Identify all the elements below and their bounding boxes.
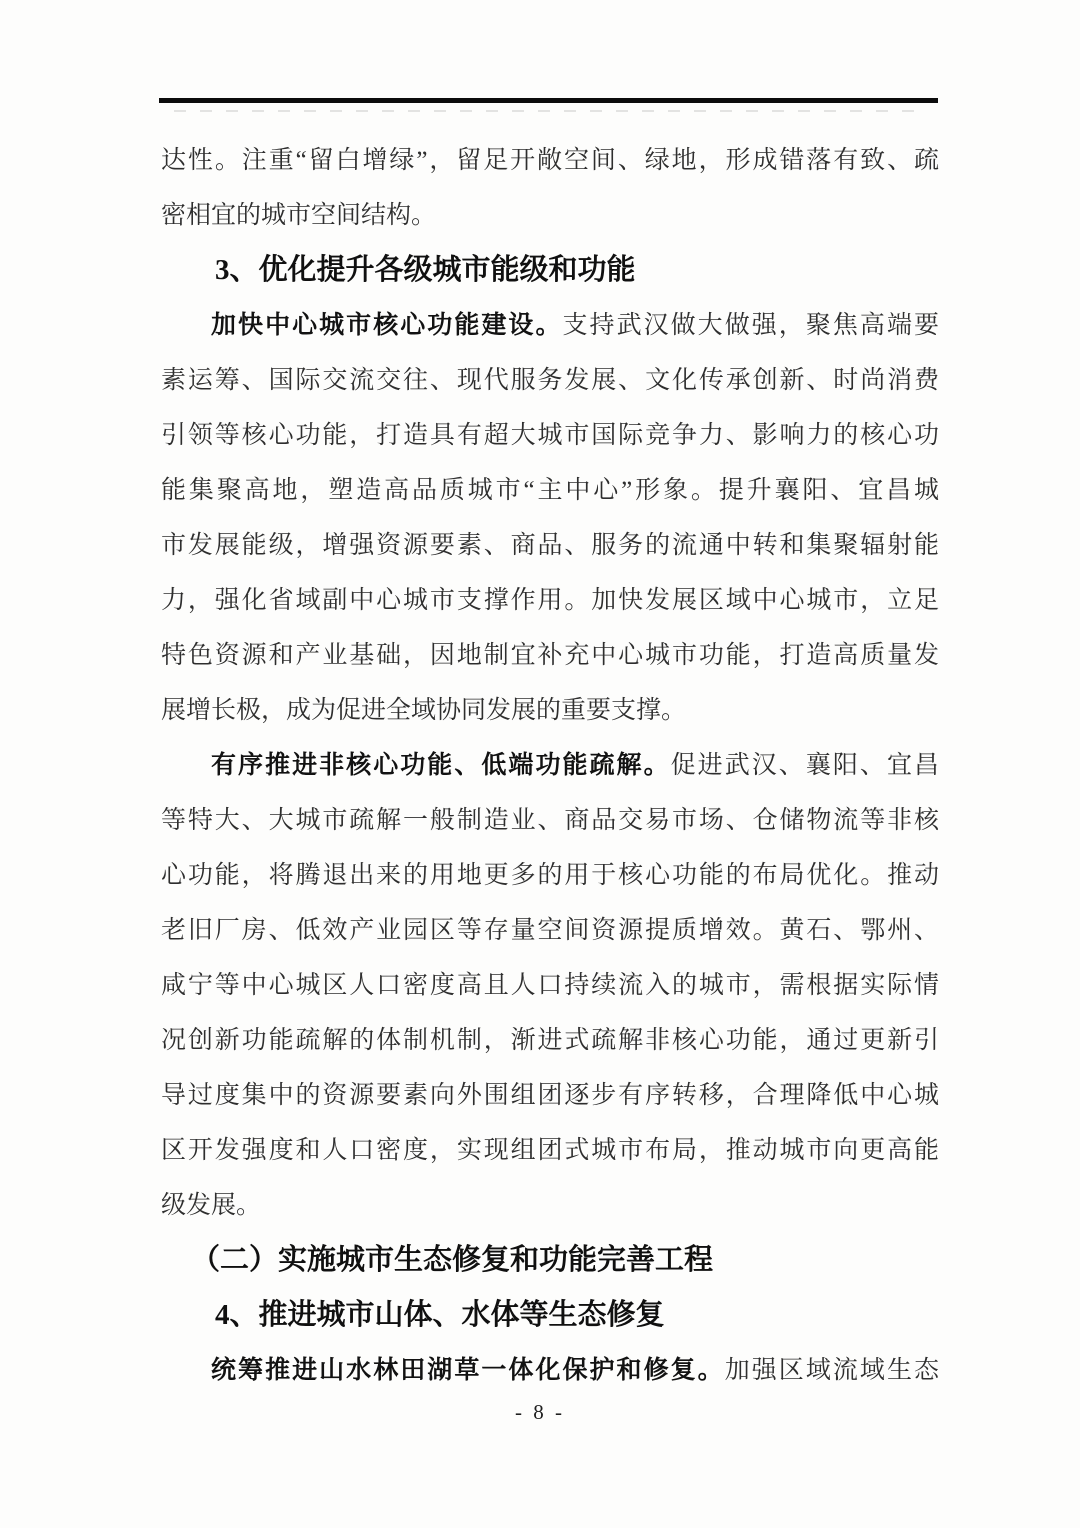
body-line: 素运筹、国际交流交往、现代服务发展、文化传承创新、时尚消费: [161, 367, 939, 394]
paragraph-lead-bold: 加快中心城市核心功能建设。: [211, 312, 563, 339]
heading-item-3: 3、优化提升各级城市能级和功能: [215, 254, 636, 286]
paragraph-lead-bold: 统筹推进山水林田湖草一体化保护和修复。: [211, 1357, 725, 1384]
body-line: 况创新功能疏解的体制机制，渐进式疏解非核心功能，通过更新引: [161, 1027, 939, 1054]
body-line: 咸宁等中心城区人口密度高且人口持续流入的城市，需根据实际情: [161, 972, 939, 999]
body-line: [161, 1343, 939, 1398]
body-line: 力，强化省域副中心城市支撑作用。加快发展区域中心城市，立足: [161, 587, 939, 614]
body-line: 能集聚高地，塑造高品质城市“主中心”形象。提升襄阳、宜昌城: [161, 477, 939, 504]
body-line: 导过度集中的资源要素向外围组团逐步有序转移，合理降低中心城: [161, 1082, 939, 1109]
body-line: 密相宜的城市空间结构。: [161, 202, 437, 229]
body-line: 区开发强度和人口密度，实现组团式城市布局，推动城市向更高能: [161, 1137, 939, 1164]
header-rule: [159, 98, 938, 103]
body-line: 心功能，将腾退出来的用地更多的用于核心功能的布局优化。推动: [161, 862, 939, 889]
body-line: 展增长极，成为促进全域协同发展的重要支撑。: [161, 697, 687, 724]
body-line: [161, 738, 939, 793]
body-line: [161, 298, 939, 353]
body-line-text: 促进武汉、襄阳、宜昌: [670, 752, 939, 779]
page-number: - 8 -: [515, 1400, 565, 1424]
body-line: 老旧厂房、低效产业园区等存量空间资源提质增效。黄石、鄂州、: [161, 917, 939, 944]
body-line: 特色资源和产业基础，因地制宜补充中心城市功能，打造高质量发: [161, 642, 939, 669]
body-line-text: 加强区域流域生态: [724, 1357, 939, 1384]
heading-section-2: （二）实施城市生态修复和功能完善工程: [191, 1244, 714, 1276]
body-line: 级发展。: [161, 1192, 262, 1219]
page-body: [161, 133, 939, 1398]
body-line-text: 支持武汉做大做强，聚焦高端要: [562, 312, 939, 339]
header-rule-shadow: [174, 110, 924, 112]
body-line: 引领等核心功能，打造具有超大城市国际竞争力、影响力的核心功: [161, 422, 939, 449]
body-line: 达性。注重“留白增绿”，留足开敞空间、绿地，形成错落有致、疏: [161, 147, 939, 174]
body-line: 等特大、大城市疏解一般制造业、商品交易市场、仓储物流等非核: [161, 807, 939, 834]
body-line: 市发展能级，增强资源要素、商品、服务的流通中转和集聚辐射能: [161, 532, 939, 559]
heading-item-4: 4、推进城市山体、水体等生态修复: [215, 1299, 665, 1331]
paragraph-lead-bold: 有序推进非核心功能、低端功能疏解。: [211, 752, 671, 779]
